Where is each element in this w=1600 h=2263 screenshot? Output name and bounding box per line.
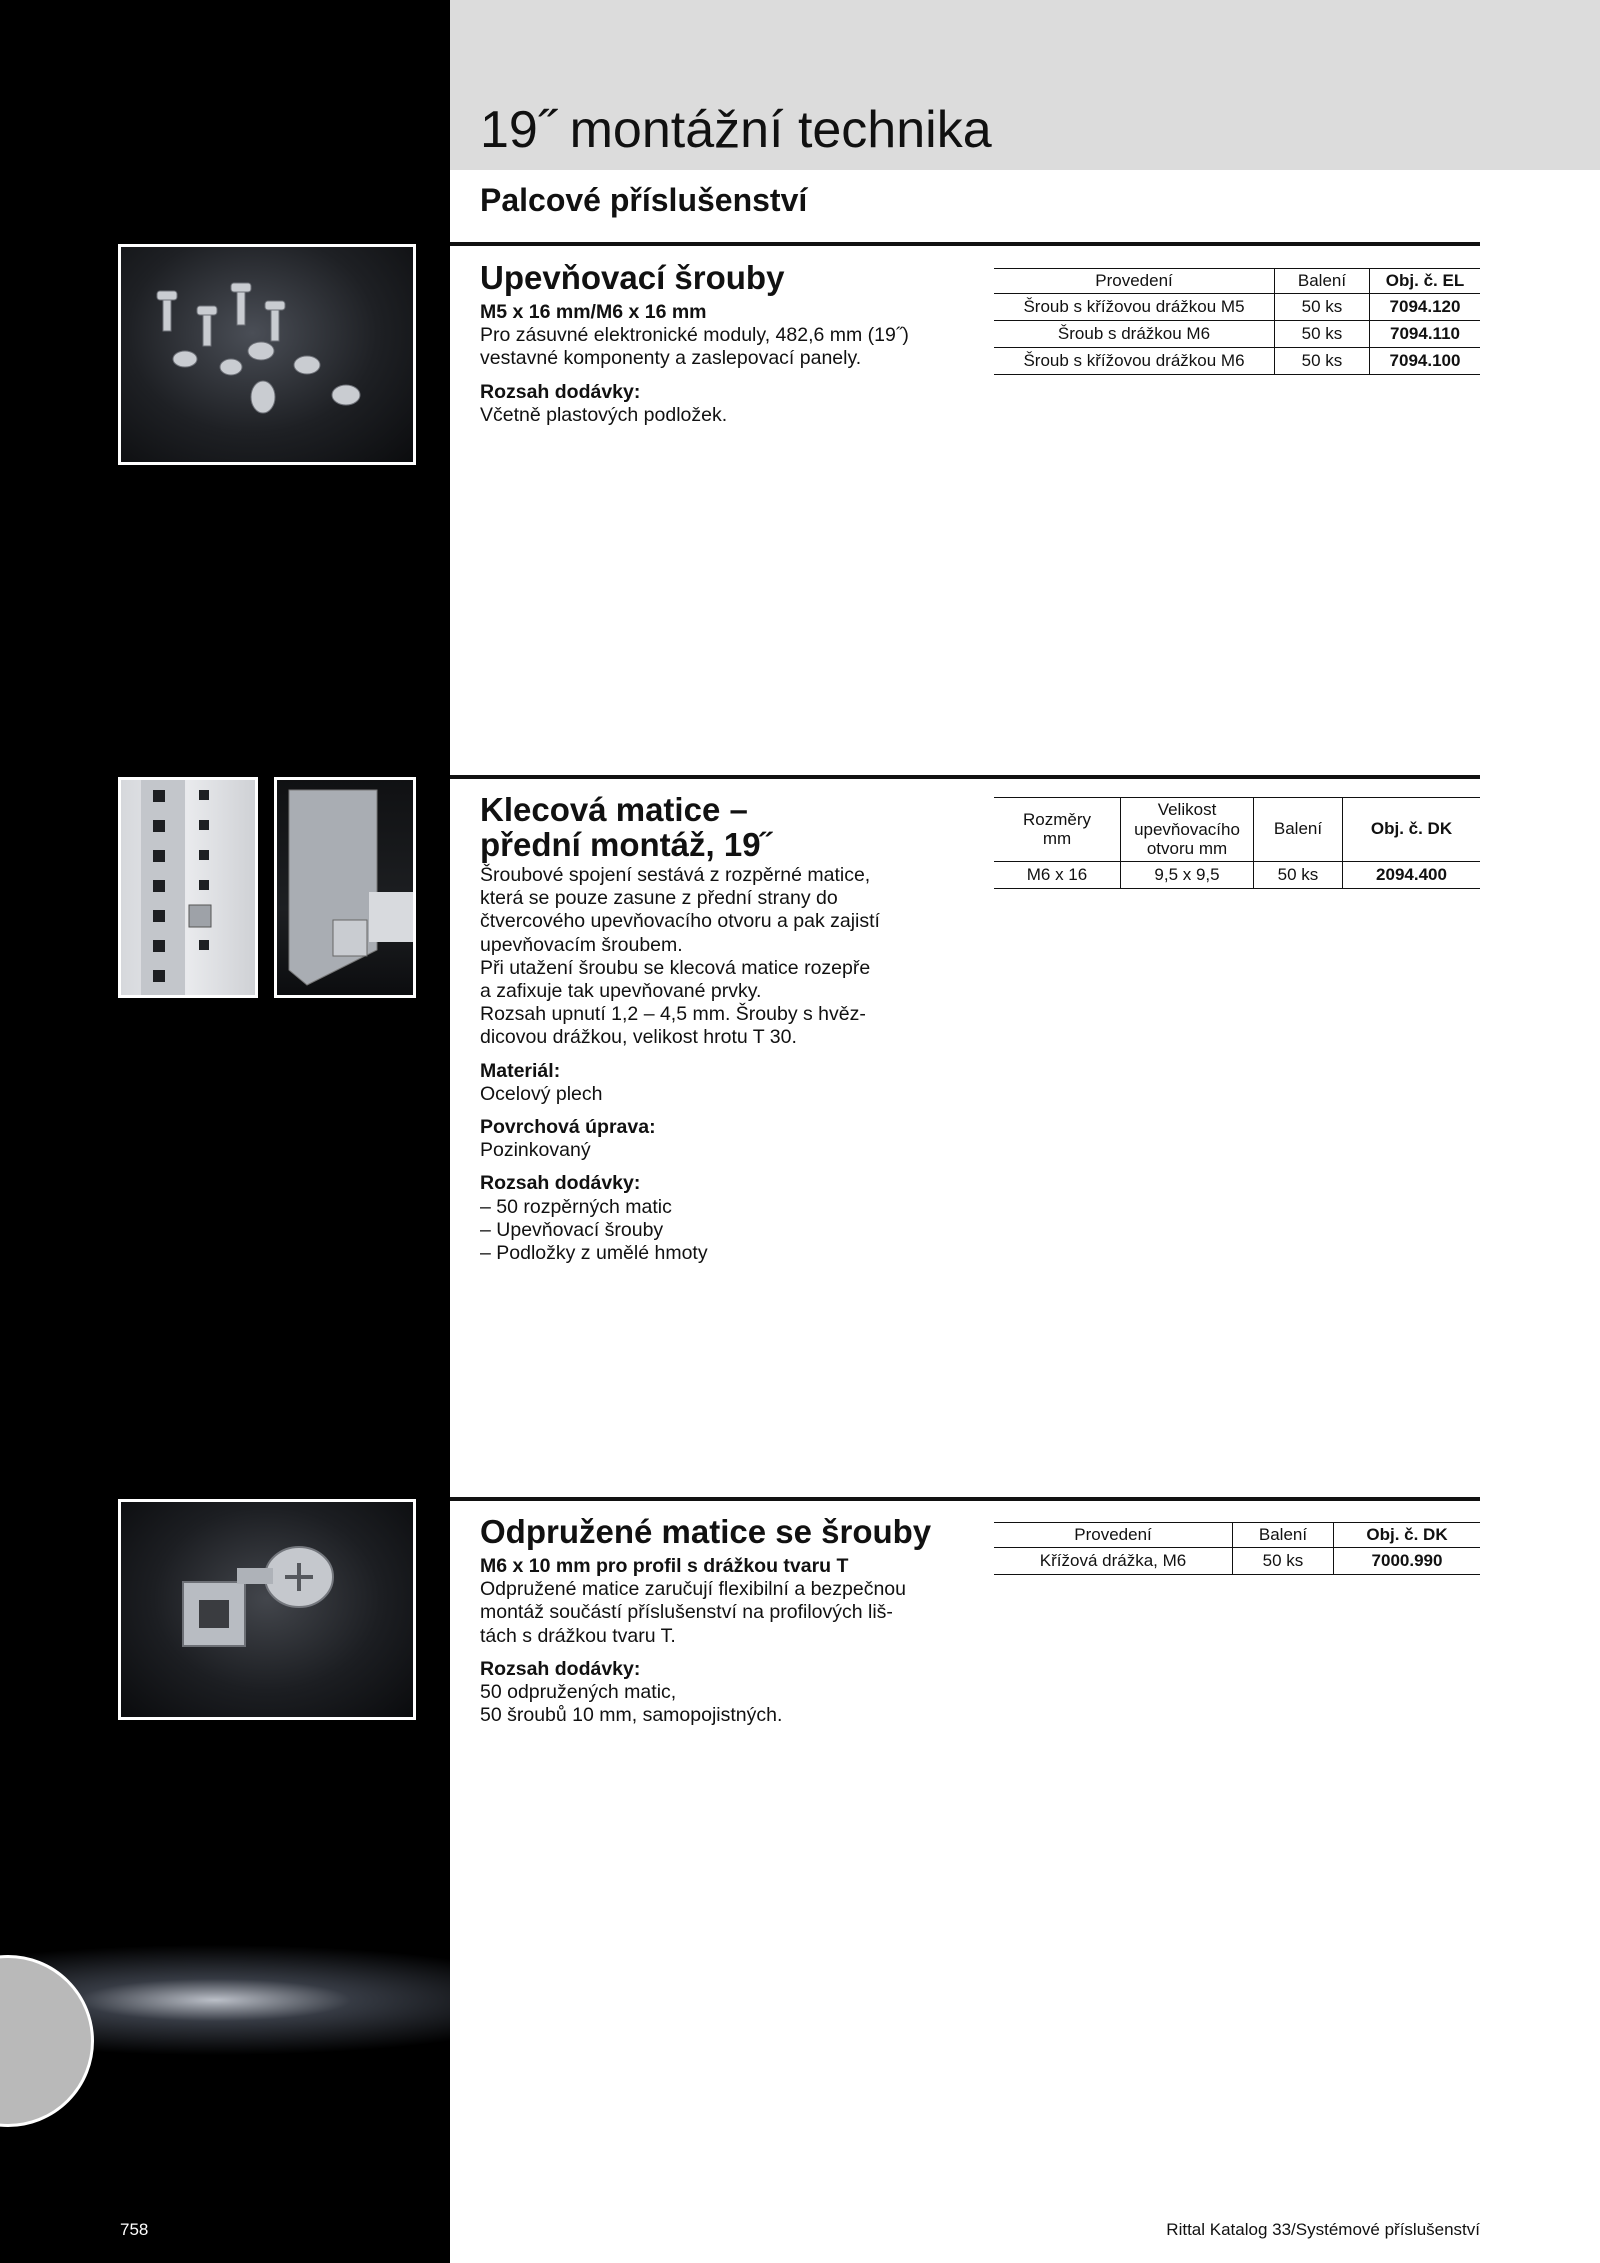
header-line: Rozměry (1022, 809, 1091, 829)
catalog-footer: Rittal Katalog 33/Systémové příslušenství (1166, 2220, 1480, 2239)
surface-label: Povrchová úprava: (480, 1116, 656, 1139)
spec-table-spring-nuts (994, 1522, 1480, 1575)
section-divider (450, 775, 1480, 779)
material-value: Ocelový plech (480, 1082, 603, 1105)
table-cell: 7000.990 (1334, 1548, 1481, 1575)
rack-rail-photo (118, 777, 258, 998)
header-line: mm (1042, 829, 1072, 849)
material-label: Materiál: (480, 1059, 561, 1082)
desc-line: Pro zásuvné elektronické moduly, 482,6 mm (19˝) (480, 324, 909, 347)
desc-line: Šroubové spojení sestává z rozpěrné matice, (480, 864, 871, 886)
surface-value: Pozinkovaný (480, 1139, 591, 1162)
page-subtitle: Palcové příslušenství (480, 182, 808, 218)
table-row (994, 294, 1480, 321)
table-cell: Šroub s křížovou drážkou M6 (994, 348, 1275, 375)
desc-line: upevňovacím šroubem. (480, 933, 683, 956)
header-line: upevňovacího (1134, 819, 1240, 839)
desc-line: dicovou drážkou, velikost hrotu T 30. (480, 1026, 797, 1049)
desc-line: Odpružené matice zaručují flexibilní a bezpečnou (480, 1578, 906, 1601)
delivery-item: – Upevňovací šrouby (480, 1218, 664, 1241)
desc-line: tách s drážkou tvaru T. (480, 1624, 676, 1647)
table-row (994, 861, 1480, 888)
section-title-cage-nut (480, 793, 772, 863)
table-cell: 7094.110 (1370, 321, 1481, 348)
desc-line: Při utažení šroubu se klecová matice rozepře (480, 956, 871, 979)
page-number: 758 (120, 2220, 149, 2239)
table-cell: Šroub s křížovou drážkou M5 (994, 294, 1275, 321)
col-header: Balení (1275, 269, 1370, 294)
section-body-cage-nut (480, 864, 980, 1265)
delivery-item: – Podložky z umělé hmoty (480, 1242, 708, 1265)
table-cell: M6 x 16 (994, 861, 1121, 888)
table-row (994, 1548, 1480, 1575)
desc-line: a zafixuje tak upevňované prvky. (480, 980, 762, 1003)
delivery-label: Rozsah dodávky: (480, 1172, 641, 1195)
section-divider (450, 1497, 1480, 1501)
desc-line: která se pouze zasune z přední strany do (480, 887, 838, 910)
col-header (1121, 798, 1254, 862)
table-cell: Šroub s drážkou M6 (994, 321, 1275, 348)
table-cell: 9,5 x 9,5 (1121, 861, 1254, 888)
delivery-line: 50 odpružených matic, (480, 1681, 677, 1704)
desc-line: vestavné komponenty a zaslepovací panely. (480, 347, 862, 370)
table-cell: 2094.400 (1343, 861, 1481, 888)
header-line: otvoru mm (1146, 839, 1228, 859)
section-title-mounting-screws: Upevňovací šrouby (480, 259, 785, 296)
col-header: Obj. č. DK (1343, 798, 1481, 862)
section-subtitle: M6 x 10 mm pro profil s drážkou tvaru T (480, 1555, 849, 1577)
table-cell: 50 ks (1275, 348, 1370, 375)
spring-nuts-photo (118, 1499, 416, 1720)
delivery-label: Rozsah dodávky: (480, 380, 641, 403)
col-header: Obj. č. EL (1370, 269, 1481, 294)
col-header: Obj. č. DK (1334, 1523, 1481, 1548)
table-cell: 50 ks (1275, 294, 1370, 321)
table-cell: 7094.100 (1370, 348, 1481, 375)
delivery-label: Rozsah dodávky: (480, 1657, 641, 1680)
header-line: Velikost (1157, 800, 1217, 819)
section-title-spring-nuts: Odpružené matice se šrouby (480, 1513, 932, 1550)
section-body-spring-nuts (480, 1555, 980, 1727)
desc-line: čtvercového upevňovacího otvoru a pak zajistí (480, 910, 880, 933)
col-header: Balení (1233, 1523, 1334, 1548)
desc-line: Rozsah upnutí 1,2 – 4,5 mm. Šrouby s hvěz- (480, 1003, 866, 1026)
desc-line: montáž součástí příslušenství na profilových liš- (480, 1601, 893, 1624)
delivery-text: Včetně plastových podložek. (480, 403, 728, 426)
col-header: Provedení (994, 1523, 1233, 1548)
table-cell: 50 ks (1233, 1548, 1334, 1575)
table-row (994, 321, 1480, 348)
table-cell: Křížová drážka, M6 (994, 1548, 1233, 1575)
table-row (994, 348, 1480, 375)
table-cell: 50 ks (1275, 321, 1370, 348)
page-title: 19˝ montážní technika (480, 101, 992, 159)
col-header: Balení (1254, 798, 1343, 862)
section-subtitle: M5 x 16 mm/M6 x 16 mm (480, 301, 707, 323)
section-divider (450, 242, 1480, 246)
delivery-line: 50 šroubů 10 mm, samopojistných. (480, 1704, 783, 1727)
col-header: Provedení (994, 269, 1275, 294)
screws-photo (118, 244, 416, 465)
title-line: přední montáž, 19˝ (480, 825, 772, 863)
section-body-mounting-screws (480, 301, 960, 427)
table-cell: 7094.120 (1370, 294, 1481, 321)
cage-nut-photo (274, 777, 416, 998)
spec-table-mounting-screws (994, 268, 1480, 375)
spec-table-cage-nut (994, 797, 1480, 889)
delivery-item: – 50 rozpěrných matic (480, 1195, 672, 1218)
title-line: Klecová matice – (480, 791, 748, 828)
col-header (994, 798, 1121, 862)
table-cell: 50 ks (1254, 861, 1343, 888)
